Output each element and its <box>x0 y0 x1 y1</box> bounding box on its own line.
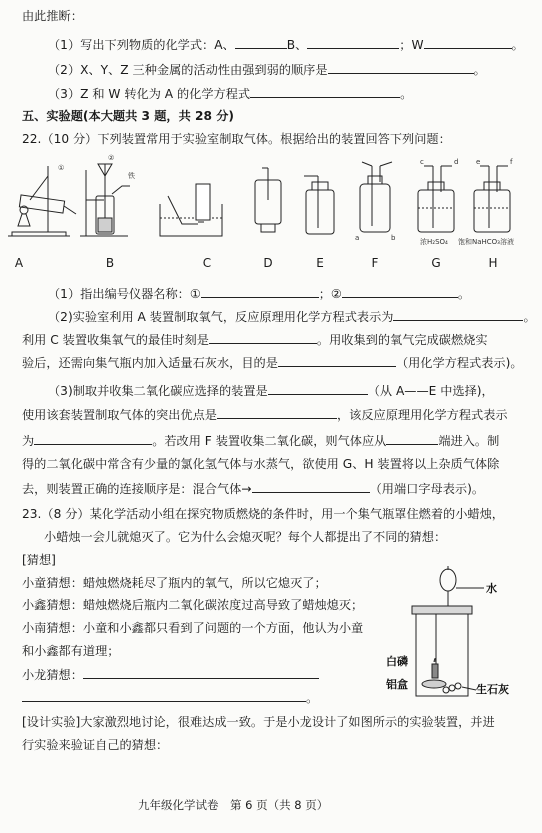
q23-guess-heading: [猜想] <box>22 553 56 567</box>
q22-p3e-b: （用端口字母表示)。 <box>369 482 485 496</box>
q22-p3e-a: 去，则装置正确的连接顺序是：混合气体→ <box>22 482 252 496</box>
fig-water-label: 水 <box>486 582 497 595</box>
q23-end: 。 <box>306 691 319 705</box>
bottle-g-label: 浓H₂SO₄ <box>420 238 448 246</box>
svg-text:f: f <box>510 158 513 166</box>
bottle-h-label: 饱和NaHCO₃溶液 <box>458 238 514 246</box>
apparatus-h <box>474 158 513 232</box>
q22-blank-4[interactable] <box>209 330 317 344</box>
q3-text: （3）Z 和 W 转化为 A 的化学方程式 <box>48 87 251 101</box>
q22-p2b-b: 。用收集到的氧气完成碳燃烧实 <box>316 333 488 347</box>
q22-blank-3[interactable] <box>393 307 523 321</box>
q23-guess-1: 小童猜想：蜡烛燃烧耗尽了瓶内的氧气，所以它熄灭了； <box>22 576 327 590</box>
q23-design-2: 行实验来验证自己的猜想： <box>22 738 169 752</box>
q22-p3b <box>22 405 508 424</box>
q23-guess-4-text: 小龙猜想： <box>22 668 83 682</box>
svg-text:e: e <box>476 158 481 166</box>
label-f: F <box>371 256 379 270</box>
apparatus-c <box>160 184 222 236</box>
q23-design-1: [设计实验]大家激烈地讨论，很难达成一致。于是小龙设计了如图所示的实验装置，并进 <box>22 715 495 729</box>
label-c: C <box>202 256 212 270</box>
q22-p2a-end: 。 <box>523 310 536 324</box>
q22-p3a-a: （3)制取并收集二氧化碳应选择的装置是 <box>48 384 268 398</box>
q23-blank-1[interactable] <box>83 665 319 679</box>
apparatus-d <box>255 168 281 232</box>
label-g: G <box>431 256 441 270</box>
q1-c: ；W <box>399 38 424 52</box>
q23-figure <box>412 566 484 696</box>
q22-blank-2[interactable] <box>342 284 458 298</box>
svg-text:c: c <box>420 158 424 166</box>
q22-blank-1[interactable] <box>201 284 319 298</box>
q2-end: 。 <box>473 63 486 77</box>
q22-p1-end: 。 <box>457 287 471 301</box>
q22-p2a <box>48 307 536 326</box>
q22-blank-10[interactable] <box>252 479 370 493</box>
apparatus-e <box>304 176 334 234</box>
q3-end: 。 <box>400 87 413 101</box>
intro-text: 由此推断： <box>22 9 83 23</box>
apparatus-a <box>8 164 76 236</box>
q22-p1-a: （1）指出编号仪器名称：① <box>48 287 201 301</box>
q22-p3c <box>22 431 499 450</box>
q22-blank-7[interactable] <box>217 405 337 419</box>
q23-line1: 23.（8 分）某化学活动小组在探究物质燃烧的条件时，用一个集气瓶罩住燃着的小蜡烛， <box>22 507 504 521</box>
q23-guess-4 <box>22 665 319 684</box>
q22-header: 22.（10 分）下列装置常用于实验室制取气体。根据给出的装置回答下列问题： <box>22 132 451 146</box>
svg-text:a: a <box>355 234 360 242</box>
fig-aluminum-box-label: 铝盒 <box>386 678 408 691</box>
q22-p3c-a: 为 <box>22 434 35 448</box>
q22-p3e <box>22 479 484 498</box>
svg-text:①: ① <box>58 164 65 172</box>
svg-text:②: ② <box>108 154 115 162</box>
q23-guess-3b: 和小鑫都有道理； <box>22 644 120 658</box>
q22-p3c-b: 。若改用 F 装置收集二氧化碳，则气体应从 <box>152 434 387 448</box>
q2-text: （2）X、Y、Z 三种金属的活动性由强到弱的顺序是 <box>48 63 328 77</box>
fig-lime-label: 生石灰 <box>476 683 509 696</box>
q1-end: 。 <box>511 38 524 52</box>
svg-text:铁: 铁 <box>128 172 135 180</box>
q22-blank-6[interactable] <box>268 381 368 395</box>
q1-prefix: （1）写出下列物质的化学式：A、 <box>48 38 235 52</box>
q22-p3a <box>48 381 494 400</box>
q23-guess-2: 小鑫猜想：蜡烛燃烧后瓶内二氧化碳浓度过高导致了蜡烛熄灭； <box>22 598 364 612</box>
q22-p1-b: ；② <box>318 287 342 301</box>
svg-text:d: d <box>454 158 459 166</box>
q23-line2: 小蜡烛一会儿就熄灭了。它为什么会熄灭呢？每个人都提出了不同的猜想： <box>44 530 447 544</box>
q22-p3c-c: 端进入。制 <box>438 434 500 448</box>
label-d: D <box>263 256 273 270</box>
q22-p3d: 得的二氧化碳中常含有少量的氯化氢气体与水蒸气，欲使用 G、H 装置将以上杂质气体除 <box>22 457 500 471</box>
q22-blank-5[interactable] <box>278 353 396 367</box>
q22-p2c-b: （用化学方程式表示)。 <box>395 356 523 370</box>
page-footer: 九年级化学试卷 第 6 页（共 8 页） <box>138 798 329 812</box>
apparatus-g <box>418 158 458 232</box>
svg-text:b: b <box>391 234 396 242</box>
q22-p2a-text: （2)实验室利用 A 装置制取氧气，反应原理用化学方程式表示为 <box>48 310 394 324</box>
q23-guess-3a: 小南猜想：小童和小鑫都只看到了问题的一个方面，他认为小童 <box>22 621 364 635</box>
q22-p3b-b: ，该反应原理用化学方程式表示 <box>337 408 508 422</box>
label-a: A <box>14 256 24 270</box>
q22-p3a-b: （从 A——E 中选择)， <box>367 384 494 398</box>
q23-answer-line <box>22 688 318 707</box>
q22-p2b-a: 利用 C 装置收集氧气的最佳时刻是 <box>22 333 209 347</box>
section5-heading: 五、实验题(本大题共 3 题，共 28 分) <box>22 109 234 123</box>
fig-phosphorus-label: 白磷 <box>386 655 408 668</box>
apparatus-b <box>80 154 135 236</box>
q23-blank-2[interactable] <box>22 688 306 702</box>
q22-p3b-a: 使用该套装置制取气体的突出优点是 <box>22 408 217 422</box>
q22-p2c <box>22 353 523 372</box>
apparatus-f <box>355 162 396 242</box>
q22-p2b <box>22 330 488 349</box>
q1-b: B、 <box>286 38 308 52</box>
label-e: E <box>316 256 324 270</box>
label-h: H <box>488 256 498 270</box>
q22-blank-9[interactable] <box>386 431 438 445</box>
q22-p2c-a: 验后，还需向集气瓶内加入适量石灰水，目的是 <box>22 356 278 370</box>
label-b: B <box>105 256 115 270</box>
q22-p1 <box>48 284 470 303</box>
q22-blank-8[interactable] <box>34 431 152 445</box>
